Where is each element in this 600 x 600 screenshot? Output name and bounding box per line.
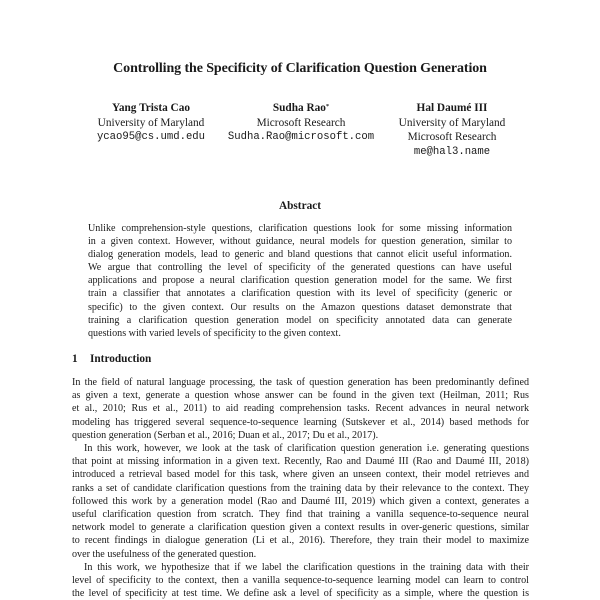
author-email[interactable]: me@hal3.name xyxy=(413,145,491,158)
body-line: et al., 2010; Rus et al., 2011) to aid reading comprehension tasks. Recent advances in neural network xyxy=(72,403,529,415)
abstract-line: dialog generation models, lead to generic and bland questions that cannot elicit useful information. xyxy=(88,249,512,261)
body-line: over the usefulness of the generated question. xyxy=(72,548,257,560)
abstract-line: applications and propose a neural clarification question generation model for the same. We first xyxy=(88,275,512,287)
author-name: Hal Daumé III xyxy=(416,102,488,114)
abstract-line: Unlike comprehension-style questions, clarification questions look for some missing information xyxy=(88,223,512,234)
abstract-heading: Abstract xyxy=(278,200,322,212)
abstract-line: in a given context. However, without guidance, neural models for question generation, similar to xyxy=(88,236,512,248)
body-line: In the field of natural language processing, the task of question generation has been predominantly defined xyxy=(72,377,529,388)
body-line: In this work, we hypothesize that if we label the clarification questions in the training data with their xyxy=(84,561,529,573)
author-footnote-marker: * xyxy=(325,103,330,110)
body-line: question generation (Serban et al., 2016; Duan et al., 2017; Du et al., 2017). xyxy=(72,429,379,441)
body-line: network model to generate a clarification question given a context results in over-generic questions, similar xyxy=(72,522,529,534)
introduction-body xyxy=(72,376,529,600)
abstract-line: We argue that controlling the level of specificity of the generated questions can have useful xyxy=(88,262,512,274)
body-line: modeling has triggered several sequence-to-sequence learning (Sutskever et al., 2014) based methods for xyxy=(72,416,529,428)
body-line: ranks a set of candidate clarification questions from the training data by their relevance to the context. They xyxy=(72,482,529,494)
author-name: Sudha Rao* xyxy=(272,102,330,114)
body-line: introduced a retrieval based model for this task, where given an unseen context, their model retrieves and xyxy=(72,469,529,481)
section-number: 1 xyxy=(72,353,78,365)
author-email[interactable]: Sudha.Rao@microsoft.com xyxy=(227,131,375,143)
abstract-line: questions with varied levels of specificity to the given context. xyxy=(88,327,341,339)
author-email[interactable]: ycao95@cs.umd.edu xyxy=(96,131,206,143)
author-affiliation: University of Maryland xyxy=(398,116,506,129)
author-affiliation: University of Maryland xyxy=(97,116,205,129)
abstract-line: train a classifier that annotates a clarification question with its level of specificity (generic or xyxy=(88,288,512,300)
body-line: level of specificity to the context, then a vanilla sequence-to-sequence learning model can learn to control xyxy=(72,575,529,587)
body-line: In this work, however, we look at the task of clarification question generation i.e. generating questions xyxy=(84,443,529,455)
body-line: followed this work by a generation model (Rao and Daumé III, 2019) which given a context, generates a xyxy=(72,495,529,507)
body-line: the level of specificity at test time. We define ask a level of specificity as a simple, where the question is xyxy=(72,588,529,600)
abstract-body xyxy=(88,222,512,340)
paper-title: Controlling the Specificity of Clarification Question Generation xyxy=(113,61,487,76)
author-affiliation-2: Microsoft Research xyxy=(407,131,497,143)
abstract-line: specific) to the given context. Our results on the Amazon questions dataset demonstrate that xyxy=(88,301,512,313)
section-heading-introduction xyxy=(72,353,151,365)
author-name: Yang Trista Cao xyxy=(111,102,191,114)
body-line: useful clarification question from scratch. They find that training a vanilla sequence-to-sequence neural xyxy=(72,509,529,521)
body-line: as given a text, generate a question whose answer can be found in the given text (Heilman, 2011; Rus xyxy=(72,390,529,402)
author-affiliation: Microsoft Research xyxy=(256,116,346,129)
section-title: Introduction xyxy=(90,353,152,365)
author-block-2 xyxy=(218,101,384,145)
abstract-line: training a clarification question generation model on specificity annotated data can generate xyxy=(88,314,512,326)
author-block-3 xyxy=(388,101,516,159)
body-line: that point at missing information in a given text. Recently, Rao and Daumé III (Rao and Daumé III, 2018) xyxy=(72,456,529,468)
author-block-1 xyxy=(86,101,216,145)
body-line: to recent findings in dialogue generation (Li et al., 2016). Therefore, they train their model to maximize xyxy=(72,535,529,547)
